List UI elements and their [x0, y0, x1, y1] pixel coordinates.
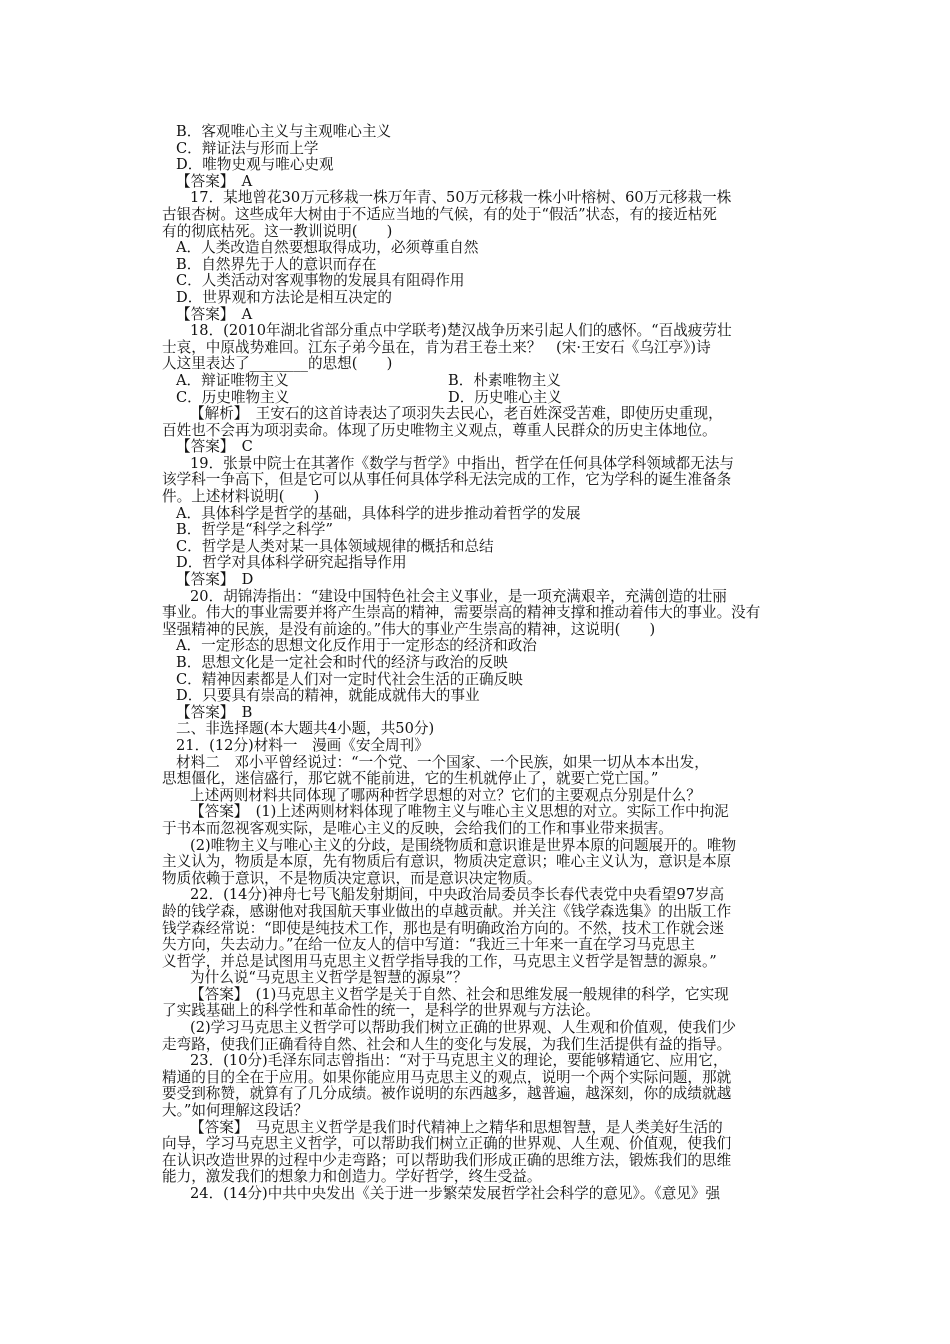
text-line: 了实践基础上的科学性和革命性的统一，是科学的世界观与方法论。 [162, 1002, 600, 1020]
text-line: 【答案】 (1)马克思主义哲学是关于自然、社会和思维发展一般规律的科学，它实现 [190, 985, 729, 1003]
document-body [162, 123, 806, 1203]
text-line: 向导，学习马克思主义哲学，可以帮助我们树立正确的世界观、人生观、价值观，使我们 [162, 1135, 732, 1153]
text-line: 能力，激发我们的想象力和创造力。学好哲学，终生受益。 [162, 1168, 542, 1186]
text-line: 精通的目的全在于应用。如果你能应用马克思主义的观点，说明一个两个实际问题，那就 [162, 1068, 732, 1086]
text-line: 古银杏树。这些成年大树由于不适应当地的气候，有的处于“假活”状态，有的接近枯死 [162, 205, 717, 223]
text-line: (2)学习马克思主义哲学可以帮助我们树立正确的世界观、人生观和价值观，使我们少 [190, 1019, 737, 1037]
text-line [176, 390, 806, 407]
text-line: 要受到称赞，就算有了几分成绩。被作说明的东西越多，越普遍，越深刻，你的成绩就越 [162, 1085, 732, 1103]
text-line: 上述两则材料共同体现了哪两种哲学思想的对立？它们的主要观点分别是什么？ [190, 786, 701, 804]
text-line: 【解析】 王安石的这首诗表达了项羽失去民心，老百姓深受苦难，即使历史重现， [190, 405, 723, 423]
text-line: 23．(10分)毛泽东同志曾指出：“对于马克思主义的理论，要能够精通它、应用它， [190, 1052, 728, 1070]
text-line: 为什么说“马克思主义哲学是智慧的源泉”？ [190, 969, 468, 987]
text-line: 失方向，失去动力。”在给一位友人的信中写道：“我近三十年来一直在学习马克思主 [162, 936, 695, 954]
text-line: D．唯物史观与唯心史观 [176, 156, 334, 174]
text-line: 物质依赖于意识，不是物质决定意识，而是意识决定物质。 [162, 869, 542, 887]
option-text: B．朴素唯物主义 [448, 371, 561, 389]
text-line: 有的彻底枯死。这一教训说明( ) [162, 222, 393, 240]
text-line: B．客观唯心主义与主观唯心主义 [176, 123, 392, 140]
text-line: 走弯路，使我们正确看待自然、社会和人生的变化与发展，为我们生活提供有益的指导。 [162, 1035, 732, 1053]
text-line: 22．(14分)神舟七号飞船发射期间，中央政治局委员李长春代表党中央看望97岁高 [190, 886, 725, 904]
text-line: 义哲学，并总是试图用马克思主义哲学指导我的工作，马克思主义哲学是智慧的源泉。” [162, 952, 717, 970]
text-line: 【答案】 (1)上述两则材料体现了唯物主义与唯心主义思想的对立。实际工作中拘泥 [190, 803, 729, 821]
text-line: D．哲学对具体科学研究起指导作用 [176, 554, 407, 572]
text-line: 【答案】 D [176, 571, 254, 589]
text-line: C．精神因素都是人们对一定时代社会生活的正确反映 [176, 670, 523, 688]
text-line: 坚强精神的民族，是没有前途的。”伟大的事业产生崇高的精神，这说明( ) [162, 620, 656, 638]
option-text: D．历史唯心主义 [448, 388, 562, 406]
option-text: C．历史唯物主义 [176, 388, 290, 406]
text-line: 【答案】 B [176, 703, 253, 721]
text-line: 材料二 邓小平曾经说过：“一个党、一个国家、一个民族，如果一切从本本出发， [176, 753, 709, 771]
text-line: 【答案】 马克思主义哲学是我们时代精神上之精华和思想智慧，是人类美好生活的 [190, 1118, 723, 1136]
text-line: B．哲学是“科学之科学” [176, 521, 333, 539]
text-line: D．世界观和方法论是相互决定的 [176, 288, 393, 306]
text-line: 19．张景中院士在其著作《数学与哲学》中指出，哲学在任何具体学科领域都无法与 [190, 454, 734, 472]
text-line: 【答案】 C [176, 438, 253, 456]
text-line: A．人类改造自然要想取得成功，必须尊重自然 [176, 239, 479, 257]
text-line: 20．胡锦涛指出：“建设中国特色社会主义事业，是一项充满艰辛，充满创造的壮丽 [190, 587, 727, 605]
option-text: A．辩证唯物主义 [176, 371, 289, 389]
text-line: D．只要具有崇高的精神，就能成就伟大的事业 [176, 687, 480, 705]
text-line: 主义认为，物质是本原，先有物质后有意识，物质决定意识；唯心主义认为，意识是本原 [162, 853, 732, 871]
text-line: B．自然界先于人的意识而存在 [176, 255, 377, 273]
text-line: 于书本而忽视客观实际，是唯心主义的反映，会给我们的工作和事业带来损害。 [162, 819, 673, 837]
text-line: A．具体科学是哲学的基础，具体科学的进步推动着哲学的发展 [176, 504, 581, 522]
text-line: 17．某地曾花30万元移栽一株万年青、50万元移栽一株小叶榕树、60万元移栽一株 [190, 189, 732, 207]
text-line: 该学科一争高下，但是它可以从事任何具体学科无法完成的工作，它为学科的诞生准备条 [162, 471, 732, 489]
text-line: 大。”如何理解这段话？ [162, 1102, 309, 1120]
text-line: C．人类活动对客观事物的发展具有阻碍作用 [176, 272, 465, 290]
text-line: 件。上述材料说明( ) [162, 488, 320, 506]
text-line: C．辩证法与形而上学 [176, 139, 319, 157]
text-line: 百姓也不会再为项羽卖命。体现了历史唯物主义观点，尊重人民群众的历史主体地位。 [162, 421, 717, 439]
text-line: 士哀，中原战势难回。江东子弟今虽在，肯为君王卷土来？ (宋·王安石《乌江亭》)诗 [162, 338, 711, 356]
text-line: C．哲学是人类对某一具体领域规律的概括和总结 [176, 537, 494, 555]
text-line: 21．(12分)材料一 漫画《安全周刊》 [176, 736, 429, 754]
text-line: A．一定形态的思想文化反作用于一定形态的经济和政治 [176, 637, 537, 655]
text-line: 24．(14分)中共中央发出《关于进一步繁荣发展哲学社会科学的意见》。《意见》强 [190, 1185, 721, 1202]
text-line: (2)唯物主义与唯心主义的分歧，是围绕物质和意识谁是世界本原的问题展开的。唯物 [190, 836, 737, 854]
text-line: 二、非选择题(本大题共4小题，共50分) [176, 720, 435, 738]
text-line: 钱学森经常说：“即使是纯技术工作，那也是有明确政治方向的。不然，技术工作就会迷 [162, 919, 725, 937]
text-line: 在认识改造世界的过程中少走弯路；可以帮助我们形成正确的思维方法，锻炼我们的思维 [162, 1151, 732, 1169]
text-line: 【答案】 A [176, 172, 253, 190]
text-line: 18．(2010年湖北省部分重点中学联考)楚汉战争历来引起人们的感怀。“百战疲劳壮 [190, 322, 732, 340]
text-line: 事业。伟大的事业需要并将产生崇高的精神，需要崇高的精神支撑和推动着伟大的事业。没有 [162, 604, 761, 622]
text-line: 思想僵化，迷信盛行，那它就不能前进，它的生机就停止了，就要亡党亡国。” [162, 770, 659, 788]
text-line: 【答案】 A [176, 305, 253, 323]
text-line [176, 373, 806, 390]
text-line: B．思想文化是一定社会和时代的经济与政治的反映 [176, 654, 508, 671]
text-line: 人这里表达了________的思想( ) [162, 355, 393, 373]
text-line: 龄的钱学森，感谢他对我国航天事业做出的卓越贡献。并关注《钱学森选集》的出版工作 [162, 902, 732, 920]
